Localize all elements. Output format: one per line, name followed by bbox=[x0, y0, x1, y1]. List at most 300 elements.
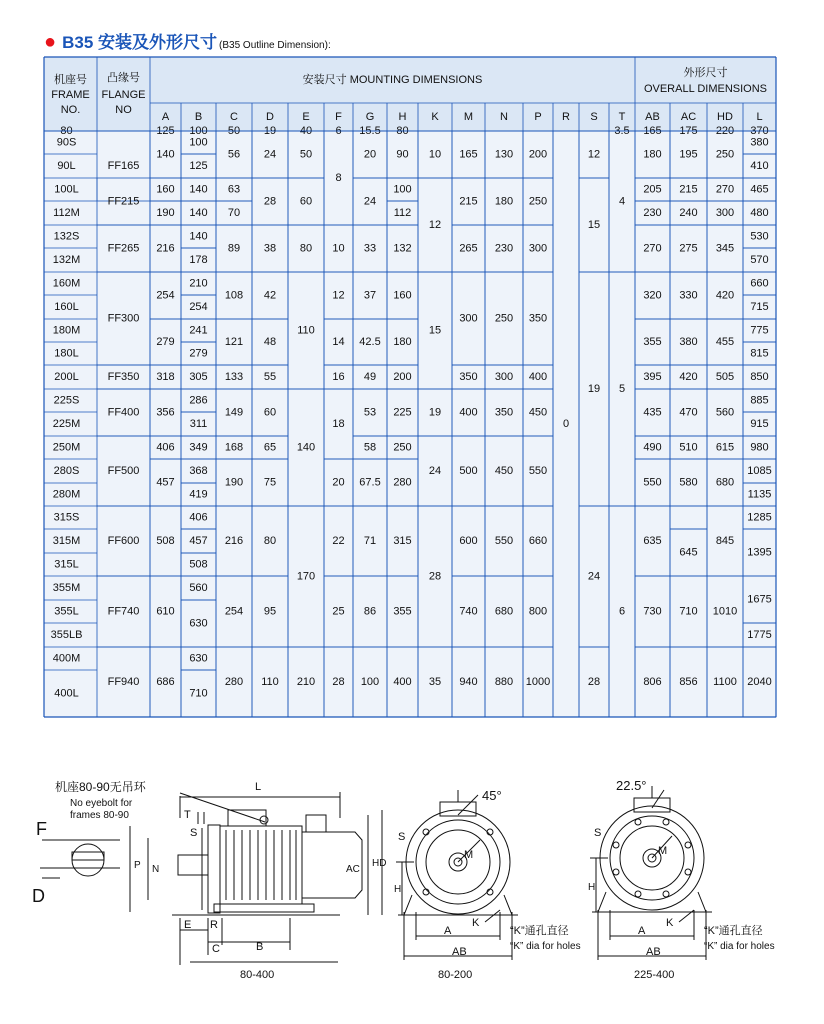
dimension-cell: 35 bbox=[428, 675, 442, 688]
dimension-cell: 205 bbox=[643, 183, 662, 196]
dimension-cell: 19 bbox=[428, 406, 442, 419]
label-HD: HD bbox=[372, 858, 387, 869]
dimension-cell: 53 bbox=[363, 406, 377, 419]
dimension-cell: 180 bbox=[643, 148, 662, 161]
header-frame-en2: NO. bbox=[60, 103, 81, 116]
dimension-cell: 1395 bbox=[747, 546, 772, 559]
dimension-cell: 800 bbox=[528, 605, 548, 618]
col-header-r: R bbox=[562, 110, 570, 123]
dimension-cell: 1100 bbox=[713, 675, 737, 688]
dimension-cell: 680 bbox=[494, 605, 514, 618]
dimension-cell: 400 bbox=[393, 675, 412, 688]
dimension-cell: 140 bbox=[189, 183, 208, 196]
dimension-cell: 19 bbox=[587, 382, 601, 395]
dimension-cell: 560 bbox=[715, 406, 735, 419]
dimension-cell: 190 bbox=[224, 476, 244, 489]
dimension-cell: 6 bbox=[618, 605, 626, 618]
dimension-cell: 508 bbox=[156, 534, 175, 547]
dimension-cell: 815 bbox=[750, 347, 769, 360]
label-L: L bbox=[255, 781, 262, 793]
dimension-cell: 16 bbox=[332, 370, 345, 383]
hole-note-cn-front2: “K”通孔直径 bbox=[704, 925, 763, 937]
dimension-cell: 230 bbox=[643, 206, 662, 219]
dimension-cell: 112 bbox=[393, 206, 412, 219]
dimension-cell: 980 bbox=[750, 441, 769, 454]
dimension-cell: 28 bbox=[428, 570, 442, 583]
dimension-cell: 270 bbox=[715, 183, 735, 196]
dimension-cell: 210 bbox=[296, 675, 316, 688]
dimension-cell: 63 bbox=[227, 183, 241, 196]
frame-no-cell: 90L bbox=[57, 159, 76, 172]
label-S-front2: S bbox=[594, 827, 602, 839]
dimension-cell: 60 bbox=[263, 406, 277, 419]
frame-no-cell: 355M bbox=[52, 581, 81, 594]
dimension-cell: 300 bbox=[715, 206, 735, 219]
dimension-cell: 70 bbox=[227, 206, 241, 219]
dimension-cell: 250 bbox=[715, 148, 735, 161]
label-B: B bbox=[256, 941, 264, 953]
frame-no-cell: 355L bbox=[54, 605, 79, 618]
dimension-cell: 635 bbox=[643, 534, 662, 547]
col-header-l: L bbox=[756, 110, 763, 123]
dimension-cell: 20 bbox=[332, 476, 345, 489]
dimension-cell: 10 bbox=[428, 148, 442, 161]
dimension-cell: 178 bbox=[189, 253, 208, 266]
frame-no-cell: 132M bbox=[52, 253, 81, 266]
dimension-cell: 254 bbox=[189, 300, 208, 313]
dimension-cell: 350 bbox=[494, 406, 514, 419]
dimension-cell: 270 bbox=[643, 242, 662, 255]
label-AB-front2: AB bbox=[646, 946, 661, 958]
dimension-cell: 560 bbox=[189, 581, 208, 594]
dimension-cell: 225 bbox=[393, 406, 412, 419]
dimension-cell: 200 bbox=[393, 370, 412, 383]
label-M-front2: M bbox=[658, 845, 668, 857]
dimension-cell: 660 bbox=[528, 534, 548, 547]
header-flange-en2: NO bbox=[115, 103, 132, 116]
dimension-cell: 368 bbox=[189, 464, 208, 477]
dimension-cell: 630 bbox=[189, 652, 208, 665]
dimension-cell: 530 bbox=[750, 230, 769, 243]
label-F: F bbox=[36, 819, 47, 839]
dimension-cell: 170 bbox=[296, 570, 316, 583]
dimension-cell: 6 bbox=[335, 124, 342, 137]
dimension-cell: 550 bbox=[494, 534, 514, 547]
col-header-g: G bbox=[365, 110, 375, 123]
dimension-cell: 80 bbox=[396, 124, 409, 137]
dimension-cell: FF165 bbox=[107, 159, 140, 172]
dimension-cell: 15.5 bbox=[359, 124, 381, 137]
label-H-front1: H bbox=[394, 884, 402, 895]
dimension-cell: 850 bbox=[750, 370, 769, 383]
col-header-c: C bbox=[230, 110, 238, 123]
dimension-cell: 140 bbox=[189, 206, 208, 219]
dimension-cell: 480 bbox=[750, 206, 769, 219]
frame-no-cell: 400L bbox=[54, 687, 79, 700]
label-E: E bbox=[184, 919, 192, 931]
dimension-cell: 300 bbox=[528, 242, 548, 255]
dimension-cell: FF350 bbox=[107, 370, 140, 383]
dimension-cell: 24 bbox=[428, 464, 442, 477]
label-A-front2: A bbox=[638, 925, 646, 937]
dimension-cell: 286 bbox=[189, 394, 208, 407]
dimension-cell: 110 bbox=[297, 324, 315, 337]
dimension-cell: 435 bbox=[643, 406, 662, 419]
dimension-cell: 132 bbox=[393, 242, 412, 255]
frame-no-cell: 160M bbox=[52, 277, 81, 290]
dimension-cell: 48 bbox=[263, 335, 277, 348]
dimension-cell: 370 bbox=[750, 124, 769, 137]
col-header-e: E bbox=[302, 110, 310, 123]
dimension-cell: 18 bbox=[332, 417, 345, 430]
dimension-cell: 220 bbox=[715, 124, 735, 137]
frame-no-cell: 315S bbox=[53, 511, 80, 524]
frame-no-cell: 100L bbox=[54, 183, 79, 196]
dimension-cell: FF500 bbox=[107, 464, 140, 477]
title-sub: (B35 Outline Dimension): bbox=[219, 40, 331, 51]
label-K-front2: K bbox=[666, 917, 674, 929]
bullet-icon: ● bbox=[44, 31, 57, 53]
dimension-cell: 121 bbox=[224, 335, 244, 348]
dimension-cell: 311 bbox=[189, 417, 208, 430]
frame-no-cell: 315L bbox=[54, 558, 79, 571]
dimension-cell: 280 bbox=[224, 675, 244, 688]
dimension-cell: 2040 bbox=[747, 675, 772, 688]
dimension-cell: 75 bbox=[263, 476, 277, 489]
dimension-cell: 100 bbox=[189, 124, 208, 137]
dimension-cell: 419 bbox=[189, 488, 208, 501]
dimension-cell: 300 bbox=[459, 312, 478, 325]
dimension-cell: 20 bbox=[363, 148, 377, 161]
dimension-cell: 505 bbox=[715, 370, 735, 383]
dimension-cell: 50 bbox=[299, 148, 313, 161]
dimension-cell: 250 bbox=[494, 312, 514, 325]
front2-range: 225-400 bbox=[634, 969, 675, 981]
dimension-cell: 175 bbox=[679, 124, 698, 137]
col-header-n: N bbox=[500, 110, 508, 123]
dimension-cell: 215 bbox=[679, 183, 698, 196]
dimension-cell: 200 bbox=[528, 148, 548, 161]
dimension-cell: FF300 bbox=[107, 312, 140, 325]
dimension-cell: 90 bbox=[396, 148, 409, 161]
dimension-cell: 420 bbox=[679, 370, 698, 383]
front1-range: 80-200 bbox=[438, 969, 473, 981]
dimension-cell: 180 bbox=[494, 195, 514, 208]
frame-no-cell: 400M bbox=[52, 652, 81, 665]
label-D: D bbox=[32, 886, 45, 906]
dimension-cell: 345 bbox=[715, 242, 735, 255]
dimension-cell: 275 bbox=[679, 242, 698, 255]
frame-no-cell: 180M bbox=[52, 324, 81, 337]
front-view-225-400 bbox=[588, 778, 775, 981]
frame-no-cell: 225S bbox=[53, 394, 80, 407]
dimension-cell: 730 bbox=[643, 605, 662, 618]
dimension-cell: 1675 bbox=[747, 593, 772, 606]
dimension-cell: 24 bbox=[587, 570, 601, 583]
dimension-cell: 10 bbox=[332, 242, 345, 255]
dimension-cell: 660 bbox=[750, 277, 769, 290]
frame-no-cell: 315M bbox=[52, 534, 81, 547]
dimension-cell: 395 bbox=[643, 370, 662, 383]
dimension-cell: 230 bbox=[494, 242, 514, 255]
dimension-cell: 279 bbox=[156, 335, 175, 348]
dimension-cell: 110 bbox=[261, 675, 279, 688]
dimension-cell: FF265 bbox=[107, 242, 140, 255]
dimension-cell: 55 bbox=[263, 370, 277, 383]
eyebolt-note-cn: 机座80-90无吊环 bbox=[55, 780, 146, 794]
dimension-cell: 42 bbox=[263, 289, 277, 302]
dimension-cell: 885 bbox=[750, 394, 769, 407]
col-header-t: T bbox=[618, 110, 626, 123]
dimension-cell: 80 bbox=[299, 242, 313, 255]
dimension-cell: 125 bbox=[156, 124, 175, 137]
header-mounting: 安装尺寸 MOUNTING DIMENSIONS bbox=[302, 73, 483, 86]
dimension-cell: 14 bbox=[332, 335, 345, 348]
dimension-cell: 610 bbox=[156, 605, 175, 618]
col-header-s: S bbox=[590, 110, 598, 123]
dimension-cell: 318 bbox=[156, 370, 175, 383]
dimension-cell: 216 bbox=[156, 242, 175, 255]
dimension-cell: 570 bbox=[750, 253, 769, 266]
label-T: T bbox=[184, 809, 191, 821]
dimension-cell: 130 bbox=[494, 148, 514, 161]
dimension-cell: 320 bbox=[643, 289, 662, 302]
dimension-cell: 28 bbox=[263, 195, 277, 208]
col-header-p: P bbox=[534, 110, 542, 123]
dimension-cell: 168 bbox=[224, 441, 244, 454]
dimension-cell: 550 bbox=[643, 476, 662, 489]
eyebolt-note-en2: frames 80-90 bbox=[70, 810, 129, 821]
dimension-cell: 349 bbox=[189, 441, 208, 454]
dimension-cell: 580 bbox=[679, 476, 698, 489]
dimension-cell: 165 bbox=[643, 124, 662, 137]
dimension-cell: 108 bbox=[224, 289, 244, 302]
dimension-cell: 190 bbox=[156, 206, 175, 219]
label-M-front1: M bbox=[464, 849, 474, 861]
frame-no-cell: 80 bbox=[60, 124, 73, 137]
dimension-cell: 140 bbox=[296, 441, 316, 454]
header-overall-en: OVERALL DIMENSIONS bbox=[643, 82, 768, 95]
dimension-cell: FF215 bbox=[107, 195, 140, 208]
dimension-cell: FF600 bbox=[107, 534, 140, 547]
dimension-cell: 8 bbox=[335, 171, 342, 184]
dimension-cell: 160 bbox=[156, 183, 175, 196]
dimension-cell: 856 bbox=[679, 675, 698, 688]
label-K-front1: K bbox=[472, 917, 480, 929]
dimension-cell: 58 bbox=[363, 441, 377, 454]
col-header-hd: HD bbox=[717, 110, 733, 123]
dimension-cell: 715 bbox=[750, 300, 769, 313]
dimension-cell: 15 bbox=[587, 218, 601, 231]
dimension-cell: FF740 bbox=[107, 605, 140, 618]
dimension-cell: 380 bbox=[750, 136, 769, 149]
dimension-cell: 455 bbox=[715, 335, 735, 348]
frame-no-cell: 112M bbox=[53, 206, 80, 219]
dimension-cell: 100 bbox=[360, 675, 380, 688]
side-view-drawing bbox=[32, 779, 386, 981]
frame-no-cell: 250M bbox=[52, 441, 81, 454]
hole-note-cn-front1: “K”通孔直径 bbox=[510, 925, 569, 937]
angle-45: 45° bbox=[482, 788, 502, 803]
dimension-cell: 356 bbox=[156, 406, 175, 419]
dimension-cell: 4 bbox=[618, 195, 626, 208]
dimension-cell: 28 bbox=[332, 675, 345, 688]
dimension-cell: 940 bbox=[459, 675, 478, 688]
dimension-cell: 710 bbox=[189, 687, 208, 700]
dimension-cell: 1000 bbox=[525, 675, 551, 688]
dimension-cell: 508 bbox=[189, 558, 208, 571]
dimension-cell: 25 bbox=[332, 605, 345, 618]
col-header-b: B bbox=[194, 110, 203, 123]
dimension-cell: 140 bbox=[189, 230, 208, 243]
dimension-cell: 160 bbox=[393, 289, 412, 302]
dimension-cell: 686 bbox=[156, 675, 175, 688]
dimension-cell: 165 bbox=[459, 148, 478, 161]
dimension-cell: 600 bbox=[459, 534, 478, 547]
dimension-cell: 710 bbox=[679, 605, 698, 618]
frame-no-cell: 225M bbox=[52, 417, 81, 430]
dimension-cell: 1775 bbox=[747, 628, 772, 641]
dimension-cell: 300 bbox=[494, 370, 514, 383]
dimension-cell: 50 bbox=[227, 124, 241, 137]
dimension-cell: 0 bbox=[562, 417, 570, 430]
dimension-cell: 250 bbox=[393, 441, 412, 454]
dimension-cell: 42.5 bbox=[359, 335, 381, 348]
title-main: B35 安装及外形尺寸 bbox=[62, 33, 218, 52]
dimension-cell: 80 bbox=[263, 534, 277, 547]
dimension-cell: 254 bbox=[224, 605, 244, 618]
eyebolt-note-en1: No eyebolt for bbox=[70, 798, 133, 809]
dimension-cell: 37 bbox=[363, 289, 377, 302]
header-frame-en1: FRAME bbox=[51, 88, 90, 101]
label-AB-front1: AB bbox=[452, 946, 467, 958]
dimension-cell: 241 bbox=[189, 324, 208, 337]
dimension-cell: 216 bbox=[224, 534, 244, 547]
dimension-cell: 775 bbox=[750, 324, 769, 337]
dimension-cell: 680 bbox=[715, 476, 735, 489]
dimension-cell: 420 bbox=[715, 289, 735, 302]
dimension-cell: 65 bbox=[263, 441, 277, 454]
dimension-cell: 380 bbox=[679, 335, 698, 348]
label-C: C bbox=[212, 943, 220, 955]
dimension-cell: 254 bbox=[156, 289, 175, 302]
dimension-cell: 400 bbox=[528, 370, 548, 383]
col-header-k: K bbox=[431, 110, 439, 123]
frame-no-cell: 90S bbox=[56, 136, 77, 149]
dimension-cell: 89 bbox=[227, 242, 241, 255]
col-header-h: H bbox=[398, 110, 407, 123]
label-H-front2: H bbox=[588, 882, 596, 893]
dimension-cell: 450 bbox=[494, 464, 514, 477]
dimension-cell: 24 bbox=[263, 148, 277, 161]
dimension-cell: 355 bbox=[393, 605, 412, 618]
dimension-cell: 806 bbox=[643, 675, 662, 688]
angle-22-5: 22.5° bbox=[616, 778, 647, 793]
dimension-cell: 410 bbox=[750, 159, 769, 172]
frame-no-cell: 355LB bbox=[50, 628, 83, 641]
dimension-cell: 465 bbox=[750, 183, 769, 196]
dimension-cell: 71 bbox=[363, 534, 377, 547]
dimension-cell: 24 bbox=[363, 195, 377, 208]
dimension-cell: 457 bbox=[189, 534, 208, 547]
dimension-cell: 615 bbox=[715, 441, 735, 454]
dimension-cell: 450 bbox=[528, 406, 548, 419]
dimension-cell: 19 bbox=[263, 124, 277, 137]
header-frame-cn: 机座号 bbox=[54, 73, 87, 86]
dimension-cell: 56 bbox=[227, 148, 241, 161]
frame-no-cell: 132S bbox=[53, 230, 80, 243]
dimension-cell: 305 bbox=[189, 370, 208, 383]
frame-no-cell: 180L bbox=[54, 347, 79, 360]
dimension-cell: 315 bbox=[393, 534, 412, 547]
col-header-ac: AC bbox=[680, 110, 697, 123]
dimension-cell: 330 bbox=[679, 289, 698, 302]
front-view-80-200 bbox=[394, 788, 581, 981]
hole-note-en-front1: “K” dia for holes bbox=[510, 941, 581, 952]
dimension-cell: 880 bbox=[494, 675, 514, 688]
dimension-cell: 350 bbox=[459, 370, 478, 383]
dimension-cell: 210 bbox=[189, 277, 208, 290]
header-flange-cn: 凸缘号 bbox=[107, 71, 140, 84]
frame-no-cell: 200L bbox=[54, 370, 79, 383]
dimension-cell: FF940 bbox=[107, 675, 140, 688]
dimension-cell: 350 bbox=[528, 312, 548, 325]
col-header-d: D bbox=[266, 110, 274, 123]
dimension-cell: 60 bbox=[299, 195, 313, 208]
dimension-cell: 22 bbox=[332, 534, 345, 547]
dimension-cell: 400 bbox=[459, 406, 478, 419]
dimension-cell: 406 bbox=[189, 511, 208, 524]
label-S-side: S bbox=[190, 827, 198, 839]
dimension-cell: 67.5 bbox=[359, 476, 381, 489]
dimension-cell: 40 bbox=[299, 124, 313, 137]
dimension-cell: 845 bbox=[715, 534, 735, 547]
side-view-range: 80-400 bbox=[240, 969, 275, 981]
dimension-cell: 1010 bbox=[712, 605, 738, 618]
dimension-cell: 265 bbox=[459, 242, 478, 255]
dimension-cell: 95 bbox=[263, 605, 277, 618]
dimension-cell: 510 bbox=[679, 441, 698, 454]
dimension-cell: 1085 bbox=[747, 464, 772, 477]
dimension-cell: 500 bbox=[459, 464, 478, 477]
dimension-cell: 1135 bbox=[747, 488, 772, 501]
dimension-cell: 12 bbox=[428, 218, 442, 231]
dimension-cell: 457 bbox=[156, 476, 175, 489]
dimension-cell: 28 bbox=[587, 675, 601, 688]
dimension-cell: 38 bbox=[263, 242, 277, 255]
dimension-cell: 550 bbox=[528, 464, 548, 477]
dimension-cell: 240 bbox=[679, 206, 698, 219]
dimension-cell: 12 bbox=[587, 148, 601, 161]
dimension-cell: 15 bbox=[428, 324, 442, 337]
dimension-cell: 86 bbox=[363, 605, 377, 618]
dimension-cell: 180 bbox=[393, 335, 412, 348]
header-flange-en1: FLANGE bbox=[101, 88, 146, 101]
label-AC: AC bbox=[346, 864, 360, 875]
frame-no-cell: 280S bbox=[53, 464, 80, 477]
dimension-cell: 215 bbox=[459, 195, 478, 208]
dimension-cell: 33 bbox=[363, 242, 377, 255]
col-header-m: M bbox=[463, 110, 474, 123]
dimension-cell: FF400 bbox=[107, 406, 140, 419]
col-header-f: F bbox=[335, 110, 342, 123]
col-header-a: A bbox=[161, 110, 170, 123]
label-R: R bbox=[210, 919, 218, 931]
dimension-cell: 100 bbox=[393, 183, 412, 196]
dimension-cell: 3.5 bbox=[614, 124, 630, 137]
label-A-front1: A bbox=[444, 925, 452, 937]
frame-no-cell: 160L bbox=[54, 300, 79, 313]
